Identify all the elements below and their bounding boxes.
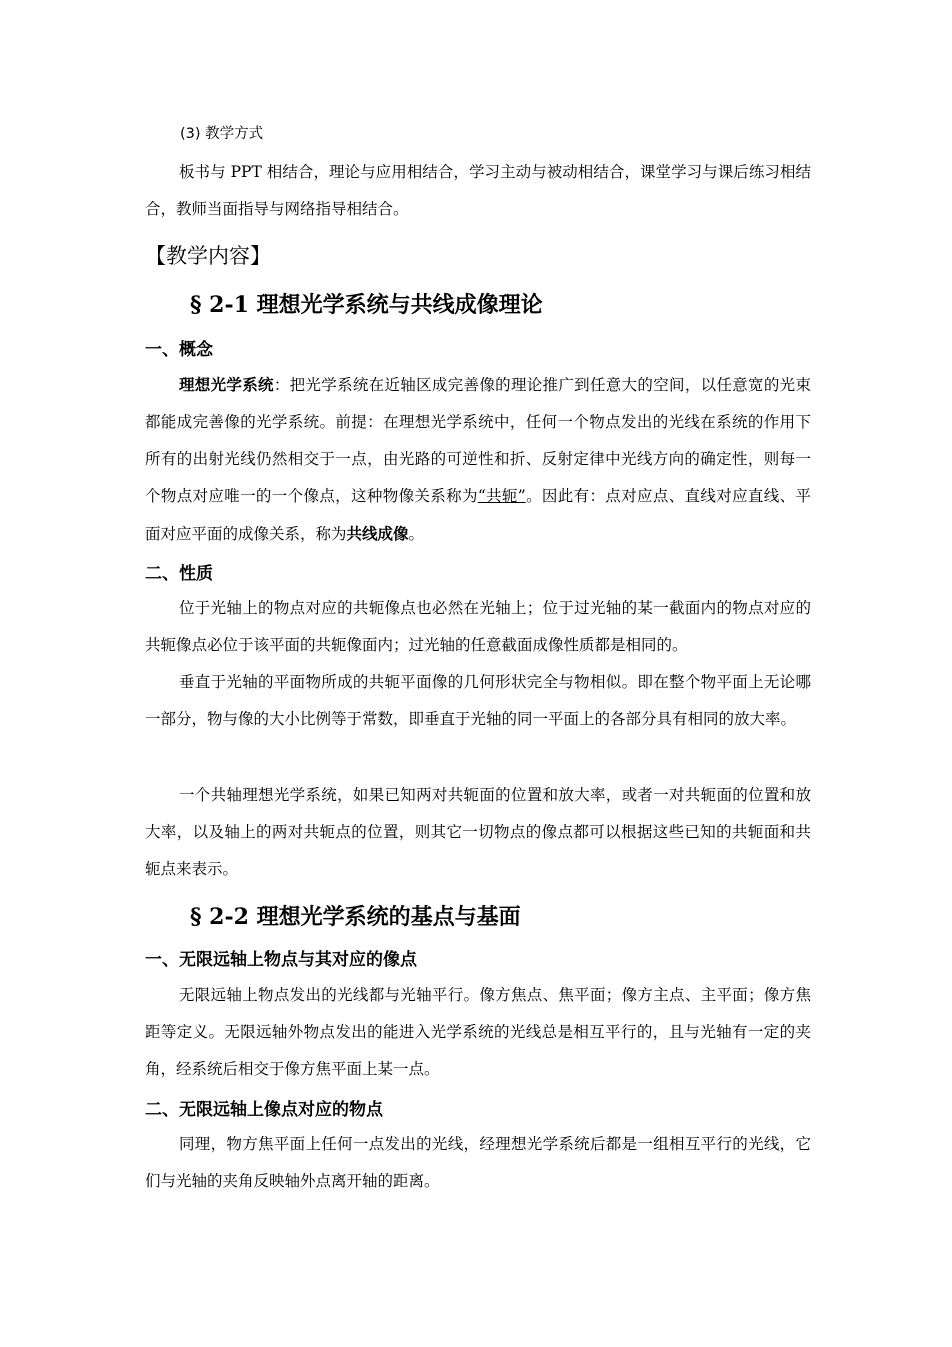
concept-text-c: 。 bbox=[408, 525, 425, 543]
part1-heading: 一、无限远轴上物点与其对应的像点 bbox=[145, 950, 417, 970]
properties-heading: 二、性质 bbox=[145, 564, 213, 584]
teaching-method-text: 板书与 PPT 相结合，理论与应用相结合，学习主动与被动相结合，课堂学习与课后练习相结合，教师当面指导与网络指导相结合。 bbox=[145, 163, 811, 218]
properties-paragraph-2: 垂直于光轴的平面物所成的共轭平面像的几何形状完全与物相似。即在整个物平面上无论哪一部分，物与像的大小比例等于常数，即垂直于光轴的同一平面上的各部分具有相同的放大率。 bbox=[145, 673, 811, 728]
section-2-1-title: § 2-1 理想光学系统与共线成像理论 bbox=[190, 292, 543, 318]
concept-text-b: 。因此有：点对应点、直线对应直线、平面对应平面的成像关系，称为 bbox=[145, 487, 811, 543]
concept-heading: 一、概念 bbox=[145, 340, 213, 360]
part2-paragraph: 同理，物方焦平面上任何一点发出的光线，经理想光学系统后都是一组相互平行的光线，它们与光轴的夹角反映轴外点离开轴的距离。 bbox=[145, 1135, 811, 1190]
part2-heading: 二、无限远轴上像点对应的物点 bbox=[145, 1100, 383, 1120]
properties-paragraph-1: 位于光轴上的物点对应的共轭像点也必然在光轴上；位于过光轴的某一截面内的物点对应的共轭像点必位于该平面的共轭像面内；过光轴的任意截面成像性质都是相同的。 bbox=[145, 599, 811, 654]
term-conjugate: “共轭” bbox=[477, 487, 526, 505]
concept-paragraph bbox=[145, 366, 811, 553]
concept-text-a: ：把光学系统在近轴区成完善像的理论推广到任意大的空间，以任意宽的光束都能成完善像的光学系统。前提：在理想光学系统中，任何一个物点发出的光线在系统的作用下所有的出射光线仍然相交于一点，由光路的可逆性和折、反射定律中光线方向的确定性，则每一个物点对应唯一的一个像点，这种物像关系称为 bbox=[145, 376, 811, 505]
part1-paragraph: 无限远轴上物点发出的光线都与光轴平行。像方焦点、焦平面；像方主点、主平面；像方焦距等定义。无限远轴外物点发出的能进入光学系统的光线总是相互平行的，且与光轴有一定的夹角，经系统后相交于像方焦平面上某一点。 bbox=[145, 986, 811, 1078]
term-ideal-optical-system: 理想光学系统 bbox=[179, 375, 274, 394]
teaching-method-heading: (3) 教学方式 bbox=[180, 126, 264, 142]
properties-paragraph-3: 一个共轴理想光学系统，如果已知两对共轭面的位置和放大率，或者一对共轭面的位置和放大率，以及轴上的两对共轭点的位置，则其它一切物点的像点都可以根据这些已知的共轭面和共轭点来表示。 bbox=[145, 786, 811, 878]
content-heading: 【教学内容】 bbox=[145, 244, 271, 268]
section-2-2-title: § 2-2 理想光学系统的基点与基面 bbox=[190, 904, 521, 930]
term-collinear-imaging: 共线成像 bbox=[346, 524, 409, 543]
